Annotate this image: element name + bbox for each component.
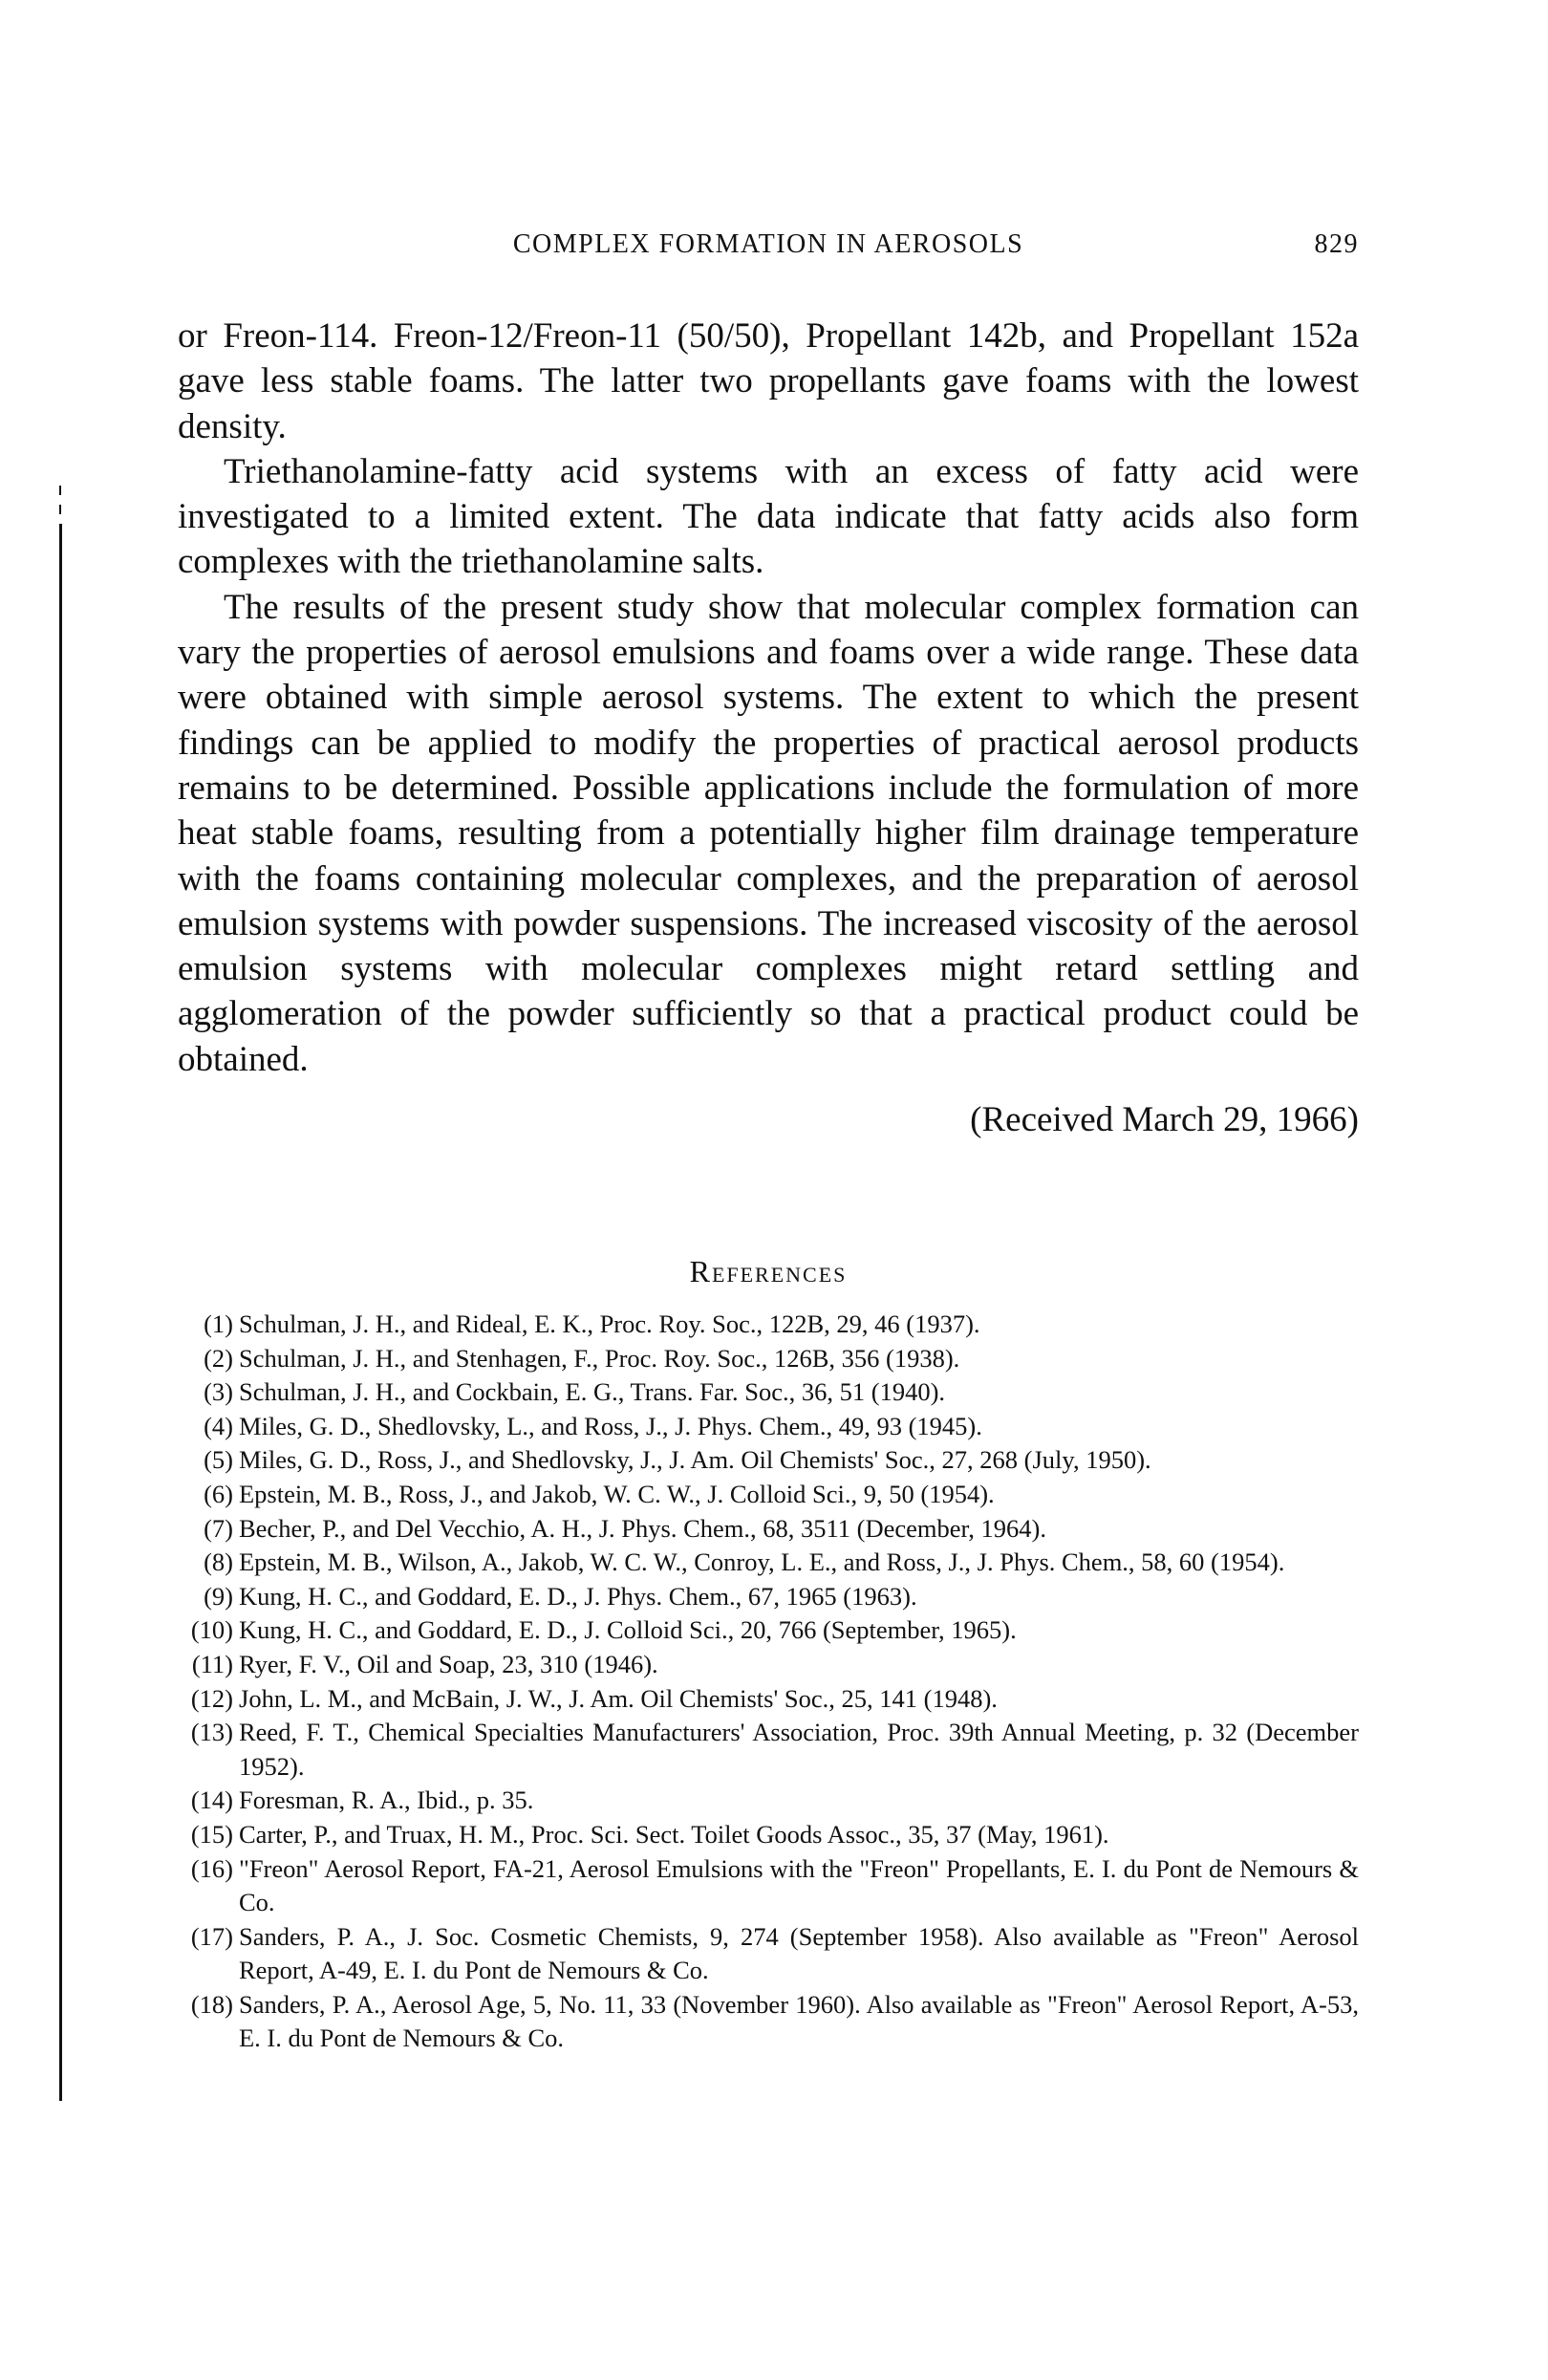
reference-item (178, 1818, 1359, 1852)
reference-text: Epstein, M. B., Wilson, A., Jakob, W. C. W., Conroy, L. E., and Ross, J., J. Phys. Chem., 58, 60 (1954). (239, 1547, 1285, 1577)
reference-number: (6) (204, 1479, 233, 1508)
margin-rule (59, 524, 62, 2101)
reference-item (178, 1988, 1359, 2056)
reference-item (178, 1852, 1359, 1920)
reference-number: (13) (190, 1718, 233, 1747)
reference-number: (4) (204, 1411, 233, 1440)
reference-text: Sanders, P. A., J. Soc. Cosmetic Chemists, 9, 274 (September 1958). Also available as "Freon" Aerosol Report, A-49, E. I. du Pont de Nemours & Co. (239, 1921, 1359, 1985)
reference-text: Schulman, J. H., and Stenhagen, F., Proc. Roy. Soc., 126B, 356 (1938). (239, 1343, 960, 1373)
reference-item (178, 1478, 1359, 1512)
body-text (178, 314, 1359, 1082)
reference-item (178, 1308, 1359, 1342)
reference-number: (3) (204, 1377, 233, 1407)
reference-item (178, 1410, 1359, 1444)
reference-number: (2) (204, 1343, 233, 1373)
reference-text: John, L. M., and McBain, J. W., J. Am. Oil Chemists' Soc., 25, 141 (1948). (239, 1683, 998, 1713)
reference-number: (17) (190, 1921, 233, 1951)
running-head-title: COMPLEX FORMATION IN AEROSOLS (512, 229, 1024, 259)
reference-number: (5) (204, 1445, 233, 1475)
body-paragraph: The results of the present study show that molecular complex formation can vary the properties of aerosol emulsions and foams over a wide range. These data were obtained with simple aerosol systems. The extent to which the present findings can be applied to modify the properties of practical aerosol products remains to be determined. Possible applications include the formulation of more heat stable foams, resulting from a potentially higher film drainage temperature with the foams containing molecular complexes, and the preparation of aerosol emulsion systems with powder suspensions. The increased viscosity of the aerosol emulsion systems with molecular complexes might retard settling and agglomeration of the powder sufficiently so that a practical product could be obtained. (178, 587, 1359, 1079)
reference-item (178, 1784, 1359, 1818)
reference-number: (14) (190, 1785, 233, 1815)
reference-number: (18) (190, 1989, 233, 2019)
reference-text: Schulman, J. H., and Cockbain, E. G., Trans. Far. Soc., 36, 51 (1940). (239, 1377, 946, 1407)
received-date: (Received March 29, 1966) (970, 1100, 1359, 1139)
reference-number: (12) (190, 1683, 233, 1713)
reference-item (178, 1375, 1359, 1410)
reference-text: Carter, P., and Truax, H. M., Proc. Sci. Sect. Toilet Goods Assoc., 35, 37 (May, 1961). (239, 1819, 1109, 1849)
reference-number: (9) (204, 1581, 233, 1611)
page-number: 829 (1314, 229, 1359, 259)
reference-text: Foresman, R. A., Ibid., p. 35. (239, 1785, 534, 1815)
reference-number: (7) (204, 1513, 233, 1543)
reference-item (178, 1648, 1359, 1682)
margin-rule-tick (59, 486, 61, 495)
body-paragraph: Triethanolamine-fatty acid systems with an excess of fatty acid were investigated to a limited extent. The data indicate that fatty acids also form complexes with the triethanolamine salts. (178, 451, 1359, 582)
reference-text: Epstein, M. B., Ross, J., and Jakob, W. C. W., J. Colloid Sci., 9, 50 (1954). (239, 1479, 995, 1508)
reference-item (178, 1716, 1359, 1784)
reference-text: Becher, P., and Del Vecchio, A. H., J. Phys. Chem., 68, 3511 (December, 1964). (239, 1513, 1046, 1543)
reference-text: Ryer, F. V., Oil and Soap, 23, 310 (1946). (239, 1649, 658, 1678)
reference-text: Kung, H. C., and Goddard, E. D., J. Phys. Chem., 67, 1965 (1963). (239, 1581, 917, 1611)
reference-item (178, 1682, 1359, 1717)
reference-number: (1) (204, 1309, 233, 1338)
body-paragraph: or Freon-114. Freon-12/Freon-11 (50/50), Propellant 142b, and Propellant 152a gave less stable foams. The latter two propellants gave foams with the lowest density. (178, 316, 1359, 446)
reference-text: Miles, G. D., Ross, J., and Shedlovsky, J., J. Am. Oil Chemists' Soc., 27, 268 (July, 1950). (239, 1445, 1151, 1475)
margin-rule-tick (59, 505, 61, 514)
reference-item (178, 1613, 1359, 1648)
reference-item (178, 1920, 1359, 1988)
reference-text: Reed, F. T., Chemical Specialties Manufacturers' Association, Proc. 39th Annual Meeting, p. 32 (December 1952). (239, 1718, 1359, 1781)
reference-item (178, 1443, 1359, 1478)
reference-text: Sanders, P. A., Aerosol Age, 5, No. 11, 33 (November 1960). Also available as "Freon" Aerosol Report, A-53, E. I. du Pont de Nemours & Co. (239, 1989, 1359, 2053)
reference-text: "Freon" Aerosol Report, FA-21, Aerosol Emulsions with the "Freon" Propellants, E. I. du Pont de Nemours & Co. (239, 1853, 1359, 1917)
reference-list (178, 1308, 1359, 2056)
reference-text: Miles, G. D., Shedlovsky, L., and Ross, J., J. Phys. Chem., 49, 93 (1945). (239, 1411, 982, 1440)
reference-number: (8) (204, 1547, 233, 1577)
reference-number: (11) (191, 1649, 233, 1678)
reference-text: Kung, H. C., and Goddard, E. D., J. Colloid Sci., 20, 766 (September, 1965). (239, 1615, 1017, 1645)
reference-item (178, 1512, 1359, 1547)
reference-item (178, 1580, 1359, 1614)
reference-number: (15) (190, 1819, 233, 1849)
reference-item (178, 1546, 1359, 1580)
reference-number: (16) (190, 1853, 233, 1883)
reference-text: Schulman, J. H., and Rideal, E. K., Proc. Roy. Soc., 122B, 29, 46 (1937). (239, 1309, 980, 1338)
reference-number: (10) (190, 1615, 233, 1645)
references-heading: References (689, 1254, 848, 1288)
reference-item (178, 1342, 1359, 1376)
